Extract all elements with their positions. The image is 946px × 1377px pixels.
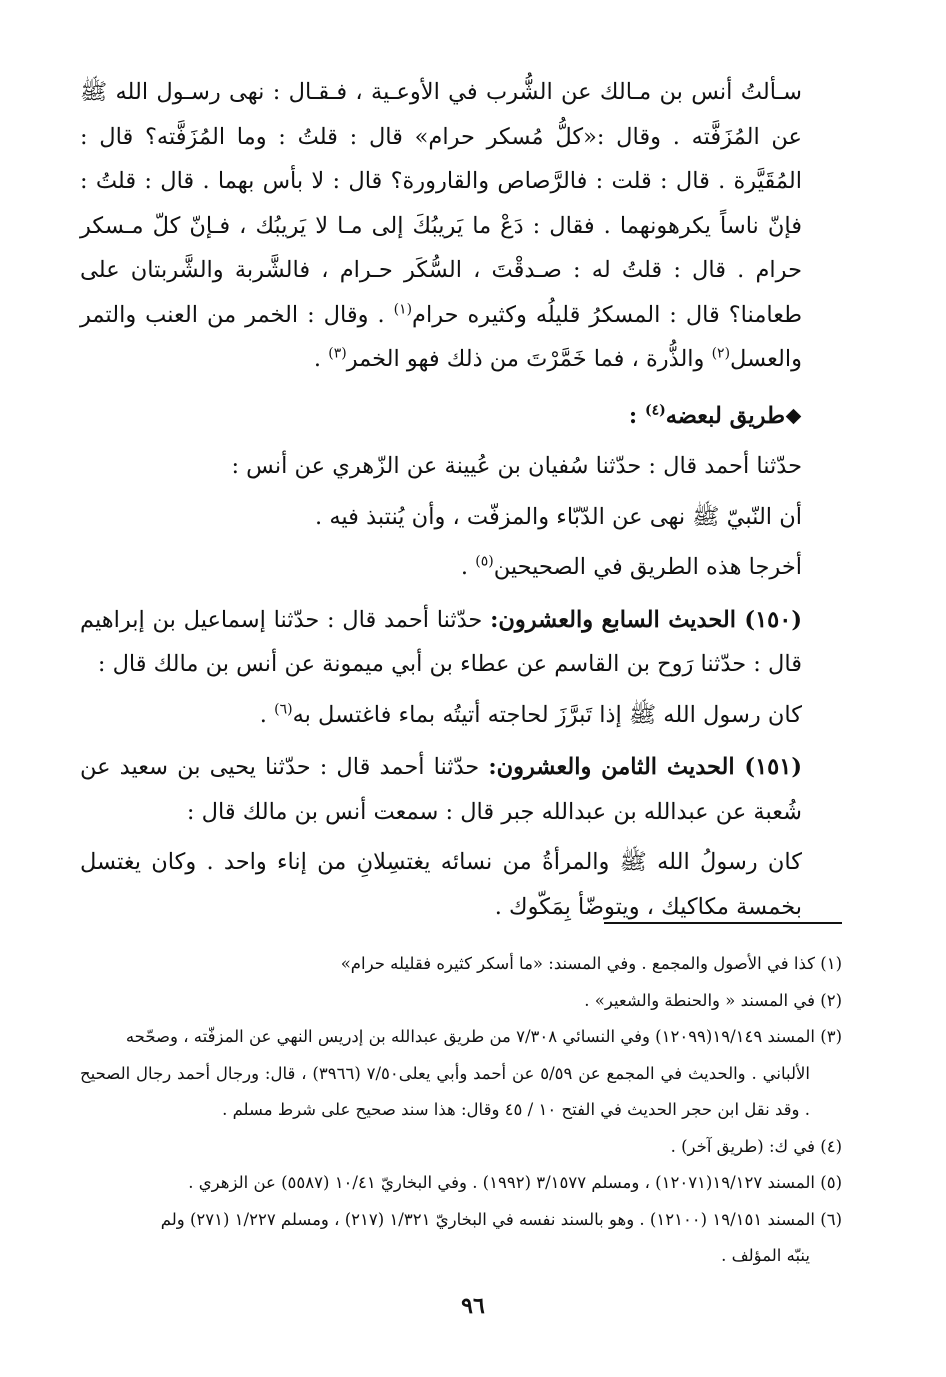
footnote-text: المسند ١٩/١٥١ (١٢١٠٠) . وهو بالسند نفسه في البخاريّ ١/٣٢١ (٢١٧) ، ومسلم ١/٢٢٧ (٢٧١) ولم bbox=[160, 1209, 815, 1229]
footnote-number: (٥) bbox=[820, 1173, 842, 1192]
hadith-151-block bbox=[80, 745, 842, 834]
intro-end-text: . bbox=[313, 346, 329, 372]
footnote-ref-4[interactable]: (٤) bbox=[644, 402, 666, 418]
footnote-text: كذا في الأصول والمجمع . وفي المسند: «ما أسكر كثيره فقليله حرام» bbox=[340, 954, 815, 973]
footnote-ref-5[interactable]: (٥) bbox=[475, 553, 494, 570]
section-end: : bbox=[628, 402, 645, 429]
section-title: طريق لبعضه bbox=[665, 402, 785, 429]
intro-mid-text: . وقال : الخمر من العنب والتمر والعسل bbox=[80, 301, 802, 372]
chain-line: حدّثنا أحمد قال : حدّثنا سُفيان بن عُيينة عن الزّهري عن أنس : bbox=[231, 453, 802, 479]
takhrij-end: . bbox=[460, 554, 476, 580]
footnote-ref-3[interactable]: (٣) bbox=[328, 345, 347, 362]
section-heading bbox=[80, 394, 842, 439]
footnote-4 bbox=[80, 1129, 842, 1166]
footnote-continuation: ينبّه المؤلف . bbox=[721, 1246, 810, 1265]
page-number: ٩٦ bbox=[461, 1293, 485, 1319]
takhrij-text: أخرجا هذه الطريق في الصحيحين bbox=[493, 554, 802, 580]
hadith-150-text: كان رسول الله ﷺ إذا تَبرَّزَ لحاجته أتيتُه بماء فاغتسل به bbox=[292, 701, 802, 728]
footnote-3 bbox=[80, 1019, 842, 1129]
footnote-continuation: الألباني . والحديث في المجمع عن ٥/٥٩ عن أحمد وأبي يعلى٧/٥٠ (٣٩٦٦) ، قال: ورجال أحمد رجال الصحيح . وقد نقل ابن حجر الحديث في الفتح ١٠ / ٤٥ وقال: هذا سند صحيح على شرط مسلم . bbox=[80, 1063, 810, 1119]
footnote-text: المسند ١٩/١٢٧(١٢٠٧١) ، ومسلم ٣/١٥٧٧ (١٩٩٢) . وفي البخاريّ ١٠/٤١ (٥٥٨٧) عن الزهري . bbox=[188, 1173, 815, 1192]
footnote-number: (٦) bbox=[820, 1209, 842, 1229]
footnote-2 bbox=[80, 983, 842, 1020]
footnote-text: المسند ١٩/١٤٩(١٢٠٩٩) وفي النسائي ٧/٣٠٨ من طريق عبدالله بن إدريس النهي عن المزفّته ، وصحّحه bbox=[125, 1027, 815, 1046]
hadith-150-text-line bbox=[80, 693, 842, 738]
footnote-divider bbox=[604, 922, 842, 924]
footnote-number: (٣) bbox=[820, 1027, 842, 1046]
intro-text: سـألتُ أنس بن مـالك عن الشُّرب في الأوعـية ، فـقـال : نهى رسـول الله ﷺ عن المُزَفَّته . وقال :«كلُّ مُسكر حرام» قال : قلتُ : وما المُزَفَّته؟ قال : المُقَيَّرة . قال : قلت : فالرَّصاص والقارورة؟ قال : لا بأس بهما . قال : قلتُ : فإنّ ناساً يكرهونهما . فقال : دَعْ ما يَريبُكَ إلى مـا لا يَريبُك ، فـإنّ كلّ مـسكر حرام . قال : قلتُ له : صـدقْتَ ، السُّكَر حـرام ، فالشَّربة والشَّربتان على طعامنا؟ قال : المسكرُ قليلُه وكثيره حرام bbox=[80, 79, 802, 328]
footnote-text: في ك: (طريق آخر) . bbox=[670, 1136, 815, 1156]
hadith-150-chain: حدّثنا أحمد قال : حدّثنا إسماعيل بن إبراهيم قال : حدّثنا رَوح بن القاسم عن عطاء بن أبي ميمونة عن أنس بن مالك قال : bbox=[80, 606, 802, 677]
footnote-number: (٤) bbox=[820, 1136, 842, 1156]
footnote-number: (٢) bbox=[820, 990, 842, 1010]
footnote-5 bbox=[80, 1165, 842, 1202]
footnotes-section bbox=[80, 946, 842, 1275]
hadith-151-chain: حدّثنا أحمد قال : حدّثنا يحيى بن سعيد عن شُعبة عن عبدالله بن عبدالله جبر قال : سمعت أنس بن مالك قال : bbox=[80, 754, 802, 825]
hadith-text-line: أن النّبيّ ﷺ نهى عن الدّبّاء والمزفّت ، وأن يُنتبذ فيه . bbox=[315, 503, 802, 530]
footnote-6 bbox=[80, 1202, 842, 1275]
takhrij-line bbox=[80, 545, 842, 590]
footnote-ref-6[interactable]: (٦) bbox=[274, 701, 293, 717]
hadith-150-title: (١٥٠) الحديث السابع والعشرون: bbox=[490, 606, 802, 633]
hadith-150-block bbox=[80, 598, 842, 687]
footnote-ref-1[interactable]: (١) bbox=[393, 301, 413, 317]
hadith-151-text: كان رسولُ الله ﷺ والمرأةُ من نسائه يغتسِلانِ من إناء واحد . وكان يغتسل بخمسة مكاكيك ، ويتوضّأ بِمَكّوك . bbox=[80, 849, 802, 920]
hadith-150-end: . bbox=[259, 701, 275, 728]
intro-mid2-text: والذُّرة ، فما خَمَّرْتَ من ذلك فهو الخمر bbox=[346, 346, 712, 372]
intro-paragraph bbox=[80, 70, 842, 382]
diamond-bullet-icon bbox=[786, 409, 802, 425]
footnote-ref-2[interactable]: (٢) bbox=[711, 345, 731, 362]
footnote-1 bbox=[80, 946, 842, 983]
footnote-number: (١) bbox=[820, 954, 842, 973]
footnote-text: في المسند « والحنطة والشعير» . bbox=[584, 990, 815, 1010]
hadith-151-title: (١٥١) الحديث الثامن والعشرون: bbox=[488, 754, 802, 780]
